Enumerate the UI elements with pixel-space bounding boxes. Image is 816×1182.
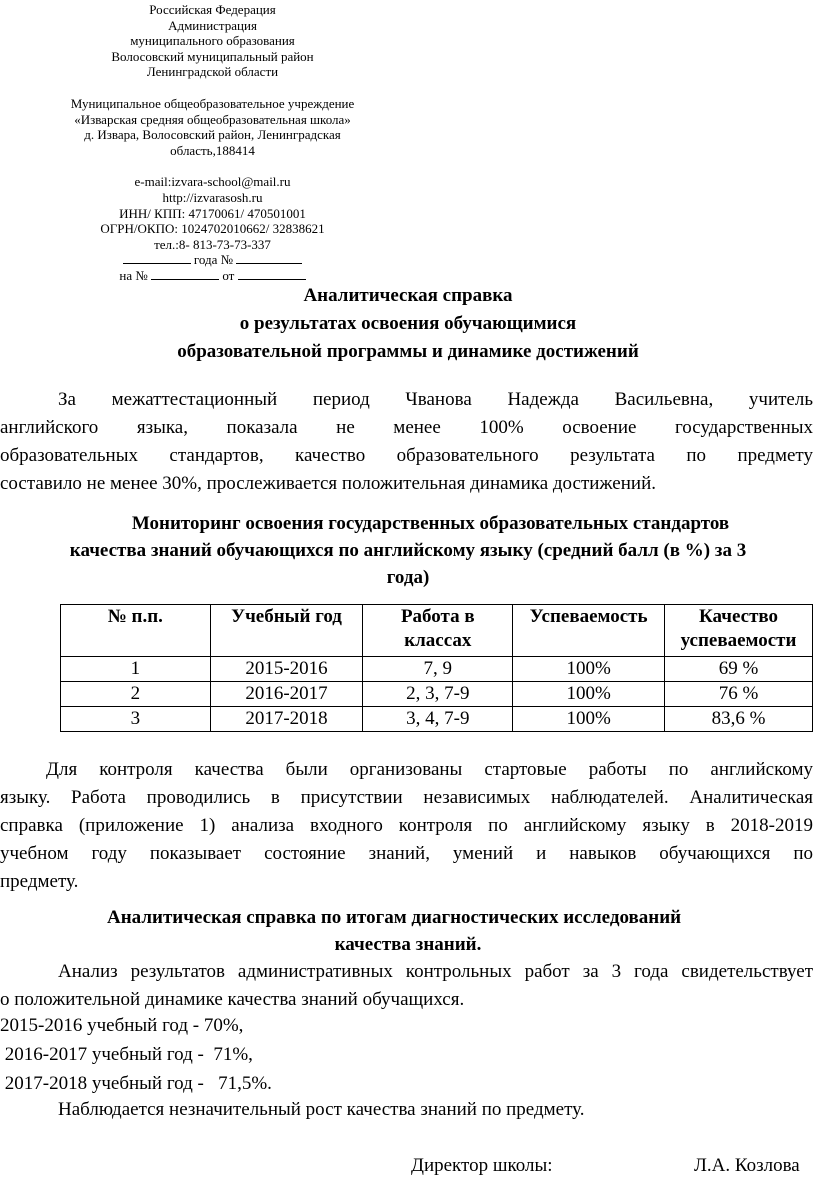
- letterhead-line: область,188414: [170, 142, 255, 158]
- analysis-paragraph: [0, 958, 813, 1014]
- paragraph-line: о положительной динамике качества знаний обучащихся.: [0, 989, 465, 1010]
- cell-number: 2: [61, 682, 211, 707]
- blank-field: [236, 263, 302, 264]
- blank-field: [151, 279, 219, 280]
- paragraph-line: Для контроля качества были организованы стартовые работы по английскому: [46, 759, 813, 780]
- year-result: 2016-2017 учебный год - 71%,: [0, 1044, 253, 1065]
- cell-year: 2015-2016: [210, 657, 363, 682]
- letterhead-email: e-mail:izvara-school@mail.ru: [134, 174, 291, 190]
- table-row: [61, 682, 813, 707]
- header-classes: [363, 605, 513, 657]
- conclusion: Наблюдается незначительный рост качества знаний по предмету.: [58, 1099, 585, 1120]
- table-row: [61, 657, 813, 682]
- cell-year: 2016-2017: [210, 682, 363, 707]
- cell-classes: 2, 3, 7-9: [363, 682, 513, 707]
- letterhead-line: Муниципальное общеобразовательное учреждение: [70, 95, 355, 111]
- cell-progress: 100%: [513, 682, 665, 707]
- paragraph-line: предмету.: [0, 871, 79, 892]
- subtitle-line: Мониторинг освоения государственных образовательных стандартов: [131, 513, 730, 534]
- cell-classes: 3, 4, 7-9: [363, 707, 513, 732]
- cell-classes: 7, 9: [363, 657, 513, 682]
- cell-quality: 83,6 %: [665, 707, 813, 732]
- cell-number: 3: [61, 707, 211, 732]
- blank-field: [123, 263, 191, 264]
- title-line: Аналитическая справка: [303, 285, 513, 306]
- reference-number-label: на №: [119, 267, 148, 283]
- monitoring-table: [60, 604, 813, 732]
- letterhead-line: д. Извара, Волосовский район, Ленинградская: [84, 127, 341, 143]
- year-result: 2017-2018 учебный год - 71,5%.: [0, 1073, 272, 1094]
- paragraph-line: учебном году показывает состояние знаний, умений и навыков обучающихся по: [0, 843, 813, 864]
- header-year: Учебный год: [210, 605, 363, 657]
- paragraph-line: За межаттестационный период Чванова Надежда Васильевна, учитель: [58, 389, 813, 410]
- cell-number: 1: [61, 657, 211, 682]
- cell-quality: 76 %: [665, 682, 813, 707]
- cell-progress: 100%: [513, 707, 665, 732]
- paragraph-line: образовательных стандартов, качество образовательного результата по предмету: [0, 445, 813, 466]
- letterhead-line: Ленинградской области: [146, 64, 279, 80]
- cell-year: 2017-2018: [210, 707, 363, 732]
- letterhead-phone: тел.:8- 813-73-73-337: [154, 236, 271, 252]
- paragraph-line: языку. Работа проводились в присутствии независимых наблюдателей. Аналитическая: [0, 787, 813, 808]
- letterhead-line: муниципального образования: [130, 33, 295, 49]
- letterhead: [70, 2, 355, 284]
- signature-role: Директор школы:: [411, 1155, 553, 1176]
- subtitle-line: качества знаний обучающихся по английскому языку (средний балл (в %) за 3: [69, 540, 747, 561]
- header-progress: Успеваемость: [513, 605, 665, 657]
- paragraph-line: английского языка, показала не менее 100% освоение государственных: [0, 417, 813, 438]
- blank-field: [238, 279, 306, 280]
- paragraph-line: составило не менее 30%, прослеживается положительная динамика достижений.: [0, 473, 656, 494]
- header-number: № п.п.: [61, 605, 211, 657]
- header-quality-line1: Качество: [699, 606, 779, 627]
- table-row: [61, 707, 813, 732]
- reference-date-label: от: [222, 267, 235, 283]
- letterhead-inn: ИНН/ КПП: 47170061/ 470501001: [119, 205, 306, 221]
- header-quality-line2: успеваемости: [680, 630, 797, 651]
- header-quality: [665, 605, 813, 657]
- title-line: образовательной программы и динамике достижений: [177, 341, 639, 362]
- letterhead-line: Российская Федерация: [149, 2, 276, 17]
- header-classes-line2: классах: [404, 630, 472, 651]
- letterhead-line: Администрация: [168, 17, 257, 33]
- diagnostic-title: [0, 904, 816, 958]
- document-title: [0, 282, 816, 366]
- signature-name: Л.А. Козлова: [694, 1155, 800, 1176]
- subtitle-line: года): [386, 567, 430, 588]
- header-classes-line1: Работа в: [400, 606, 475, 627]
- year-number-label: года №: [193, 252, 234, 268]
- paragraph-line: справка (приложение 1) анализа входного контроля по английскому языку в 2018-2019: [0, 815, 813, 836]
- letterhead-line: Волосовский муниципальный район: [111, 48, 314, 64]
- letterhead-registration-line: [70, 252, 355, 268]
- title-line: о результатах освоения обучающимися: [239, 313, 577, 334]
- cell-quality: 69 %: [665, 657, 813, 682]
- paragraph-line: Анализ результатов административных контрольных работ за 3 года свидетельствует: [58, 961, 813, 982]
- intro-paragraph: [0, 386, 813, 498]
- subtitle-line: качества знаний.: [334, 934, 482, 955]
- cell-progress: 100%: [513, 657, 665, 682]
- letterhead-website: http://izvarasosh.ru: [162, 189, 263, 205]
- control-paragraph: [0, 756, 813, 896]
- monitoring-title: [0, 510, 816, 591]
- table-header-row: [61, 605, 813, 657]
- letterhead-ogrn: ОГРН/ОКПО: 1024702010662/ 32838621: [100, 221, 325, 237]
- letterhead-line: «Изварская средняя общеобразовательная школа»: [74, 111, 351, 127]
- year-result: 2015-2016 учебный год - 70%,: [0, 1015, 244, 1036]
- subtitle-line: Аналитическая справка по итогам диагностических исследований: [107, 907, 682, 928]
